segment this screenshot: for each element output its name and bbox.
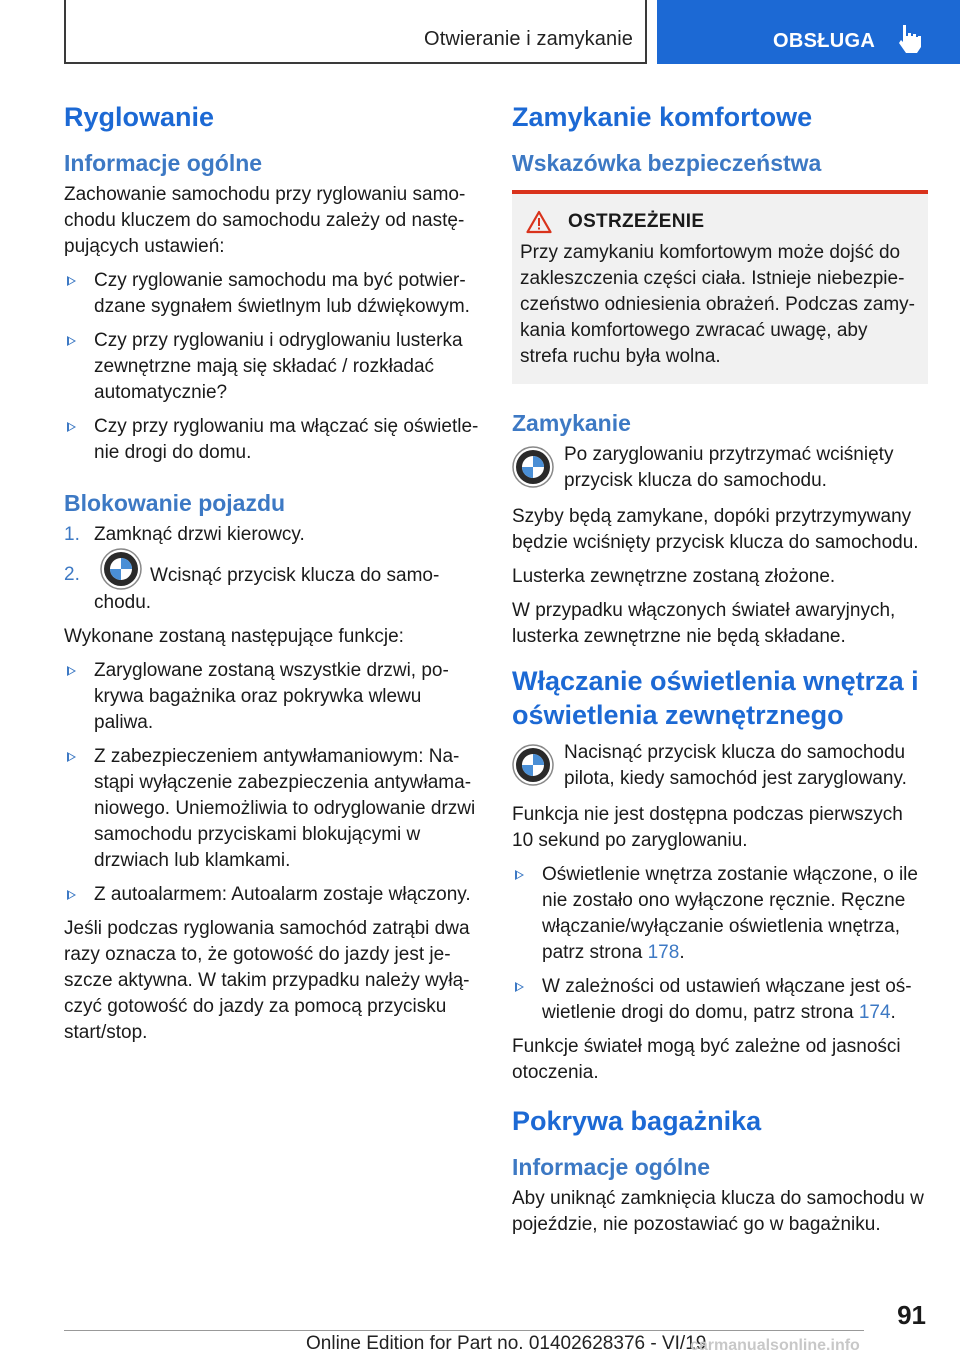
footer-divider xyxy=(64,1330,864,1331)
bullet-triangle-icon xyxy=(67,890,76,900)
heading-locking: Ryglowanie xyxy=(64,102,215,132)
lighting-p1: Funkcja nie jest dostępna podczas pierwszych 10 sekund po zaryglowaniu. xyxy=(512,804,903,851)
functions-intro: Wykonane zostaną następujące funkcje: xyxy=(64,626,404,647)
heading-vehicle-lock: Blokowanie pojazdu xyxy=(64,490,286,516)
bullet-triangle-icon xyxy=(67,666,76,676)
list-item: Z autoalarmem: Autoalarm zostaje włączony. xyxy=(64,882,479,908)
heading-comfort-closing: Zamykanie komfortowe xyxy=(512,102,813,132)
lighting-p2: Funkcje świateł mogą być zależne od jasności otoczenia. xyxy=(512,1036,901,1083)
edition-text: Online Edition for Part no. 01402628376 - VI/19 xyxy=(306,1333,707,1354)
list-item: Czy przy ryglowaniu i odryglowaniu lusterka zewnętrzne mają się składać / rozkładać automatycznie? xyxy=(64,328,479,406)
heading-trunk-lid: Pokrywa bagażnika xyxy=(512,1106,762,1136)
bmw-logo-icon xyxy=(100,548,142,590)
bmw-logo-icon xyxy=(512,744,554,786)
closing-p2: Lusterka zewnętrzne zostaną złożone. xyxy=(512,566,836,587)
page-link-174[interactable]: 174 xyxy=(858,1002,891,1023)
heading-lighting: Włączanie oświetlenia wnętrza i oświetlenia zewnętrznego xyxy=(512,666,919,730)
list-item: W zależności od ustawień włączane jest oświetlenie drogi do domu, patrz strona 174. xyxy=(512,974,928,1026)
bullet-triangle-icon xyxy=(67,422,76,432)
warning-text: Przy zamykaniu komfortowym może dojść do zakleszczenia części ciała. Istnieje niebezpieczeństwo odniesienia obrażeń. Podczas zamykania komfortowego zwracać uwagę, aby strefa ruchu była wolna. xyxy=(520,242,915,367)
page-number: 91 xyxy=(897,1300,926,1330)
warning-title: OSTRZEŻENIE xyxy=(568,211,705,232)
closing-p1: Szyby będą zamykane, dopóki przytrzymywany będzie wciśnięty przycisk klucza do samochodu. xyxy=(512,506,919,553)
heading-closing: Zamykanie xyxy=(512,410,631,436)
heading-general-info: Informacje ogólne xyxy=(64,150,263,176)
left-column xyxy=(64,100,479,1054)
bullet-triangle-icon xyxy=(67,276,76,286)
bmw-logo-icon xyxy=(512,446,554,488)
bullet-triangle-icon xyxy=(67,336,76,346)
section-tab[interactable] xyxy=(657,0,960,64)
list-item: Oświetlenie wnętrza zostanie włączone, o ile nie zostało ono wyłączone ręcznie. Ręczne włączanie/wyłączanie oświetlenia wnętrza, patrz strona 178. xyxy=(512,862,928,966)
section-tab-label: OBSŁUGA xyxy=(773,30,876,52)
step-item: 1. Zamknąć drzwi kierowcy. xyxy=(64,524,305,545)
bullet-triangle-icon xyxy=(67,752,76,762)
closing-text: Jeśli podczas ryglowania samochód zatrąbi dwa razy oznacza to, że gotowość do jazdy jest jeszcze aktywna. W takim przypadku należy wyłączyć gotowość do jazdy za pomocą przycisku start/stop. xyxy=(64,918,470,1043)
bullet-triangle-icon xyxy=(515,982,524,992)
list-item: Czy przy ryglowaniu ma włączać się oświetlenie drogi do domu. xyxy=(64,414,479,466)
list-item: Zaryglowane zostaną wszystkie drzwi, pokrywa bagażnika oraz pokrywka wlewu paliwa. xyxy=(64,658,479,736)
bullet-triangle-icon xyxy=(515,870,524,880)
step-item: 2. Wcisnąć przycisk klucza do samochodu. xyxy=(64,562,479,616)
watermark: carmanualsonline.info xyxy=(690,1337,860,1354)
right-column xyxy=(512,100,928,1246)
trunk-text: Aby uniknąć zamknięcia klucza do samochodu w pojeździe, nie pozostawiać go w bagażniku. xyxy=(512,1188,924,1235)
warning-box xyxy=(512,190,928,384)
header-box xyxy=(64,0,647,64)
warning-triangle-icon xyxy=(526,210,552,234)
page-link-178[interactable]: 178 xyxy=(647,942,680,963)
heading-safety-note: Wskazówka bezpieczeństwa xyxy=(512,150,822,176)
section-title: Otwieranie i zamykanie xyxy=(424,28,633,50)
pointing-hand-icon xyxy=(897,22,923,54)
heading-trunk-info: Informacje ogólne xyxy=(512,1154,711,1180)
list-item: Z zabezpieczeniem antywłamaniowym: Nastąpi wyłączenie zabezpieczenia antywłamaniowego. Uniemożliwia to odryglowanie drzwi samochodu przyciskami blokującymi w drzwiach lub klamkami. xyxy=(64,744,479,874)
lighting-icon-row: Nacisnąć przycisk klucza do samochodu pilota, kiedy samochód jest zaryglowany. xyxy=(512,740,928,792)
list-item: Czy ryglowanie samochodu ma być potwierdzane sygnałem świetlnym lub dźwiękowym. xyxy=(64,268,479,320)
general-info-text: Zachowanie samochodu przy ryglowaniu samochodu kluczem do samochodu zależy od następujących ustawień: xyxy=(64,184,466,257)
closing-icon-row: Po zaryglowaniu przytrzymać wciśnięty przycisk klucza do samochodu. xyxy=(512,442,928,494)
closing-p3: W przypadku włączonych świateł awaryjnych, lusterka zewnętrzne nie będą składane. xyxy=(512,600,896,647)
